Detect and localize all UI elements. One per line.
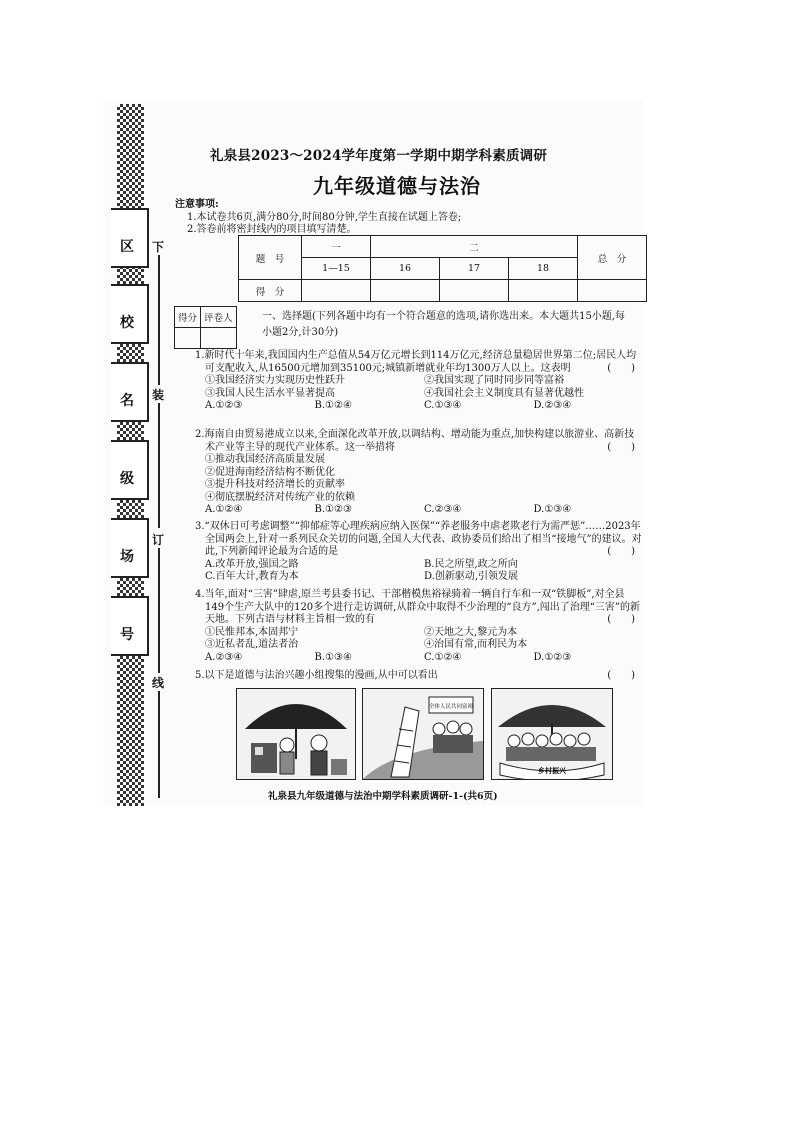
answer-paren[interactable]: ( ) <box>607 670 635 681</box>
cartoon-common-prosperity <box>362 688 484 780</box>
page-footer: 礼泉县九年级道德与法治中期学科素质调研-1-(共6页) <box>268 791 498 802</box>
exam-subject: 九年级道德与法治 <box>313 174 481 198</box>
section-grader-label: 评卷人 <box>201 307 237 328</box>
choice: D.①②③ <box>533 651 572 663</box>
statement: ④治国有常,而利民为本 <box>424 639 528 650</box>
choice: D.①③④ <box>533 504 572 515</box>
question-2 <box>195 429 643 517</box>
question-stem: 5.以下是道德与法治兴趣小组搜集的漫画,从中可以看出 <box>195 670 438 681</box>
score-table-col: 18 <box>509 258 578 280</box>
section-score-label: 得分 <box>175 307 201 328</box>
question-stem: 4.当年,面对“三害”肆虐,原兰考县委书记、干部楷模焦裕禄骑着一辆自行车和一双“铁脚板”,对全县149个生产大队中的120多个进行走访调研,从群众中取得不少治理的“良方”,闯出了治理“三害”的新天地。下列古语与材料主旨相一致的有 <box>195 589 640 625</box>
statement: ②我国实现了同时同步同等富裕 <box>424 375 564 386</box>
field-label-class: 级 <box>120 471 134 487</box>
choice: C.①③④ <box>424 400 462 411</box>
section-heading: 一、选择题(下列各题中均有一个符合题意的选项,请你选出来。本大题共15小题,每小题2分,计30分) <box>262 311 625 338</box>
question-3 <box>195 521 643 584</box>
choice: A.②③④ <box>205 651 243 663</box>
seal-word-xia: 下 <box>152 240 165 254</box>
choice: A.①②④ <box>205 504 243 515</box>
statement: ④我国社会主义制度具有显著优越性 <box>424 387 584 399</box>
statement: ③提升科技对经济增长的贡献率 <box>205 479 345 490</box>
choice: D.②③④ <box>533 400 572 411</box>
seal-word-xian: 线 <box>152 676 165 690</box>
score-table-score-label: 得 分 <box>239 280 302 302</box>
answer-paren[interactable]: ( ) <box>607 441 635 453</box>
section-grader-cell[interactable] <box>201 328 237 349</box>
field-label-name: 名 <box>120 393 134 409</box>
field-label-district: 区 <box>120 239 134 255</box>
question-stem: 1.新时代十年来,我国国内生产总值从54万亿元增长到114万亿元,经济总量稳居世界第二位;居民人均可支配收入,从16500元增加到35100元;城镇新增就业年均1300万人以上。这表明 <box>195 350 637 374</box>
seal-word-zhuang: 装 <box>152 388 165 402</box>
cartoon-common-prosperity-drawing <box>363 689 483 779</box>
choice: C.①②④ <box>424 651 462 663</box>
answer-paren[interactable]: ( ) <box>607 546 635 557</box>
score-table-col: 16 <box>371 258 440 280</box>
question-stem: 2.海南自由贸易港成立以来,全面深化改革开放,以调结构、增动能为重点,加快构建以旅游业、高新技术产业等主导的现代产业体系。这一举措将 <box>195 429 635 453</box>
question-4 <box>195 589 643 664</box>
field-label-room: 场 <box>120 549 134 565</box>
score-cell[interactable] <box>371 280 440 302</box>
score-table-group-2: 二 <box>371 236 578 258</box>
seal-word-ding: 订 <box>152 533 165 547</box>
statement: ①推动我国经济高质量发展 <box>205 454 325 465</box>
statement: ③我国人民生活水平显著提高 <box>205 387 335 399</box>
statement: ①我国经济实力实现历史性跃升 <box>205 375 345 386</box>
answer-paren[interactable]: ( ) <box>607 614 635 625</box>
answer-paren[interactable]: ( ) <box>607 362 635 374</box>
seal-line-segment <box>158 400 160 528</box>
cartoon-banner-text: 乡村振兴 <box>538 767 566 775</box>
notes-heading: 注意事项: <box>175 199 219 210</box>
statement: ③近私者乱,道法者治 <box>205 639 299 650</box>
choice: A.①②③ <box>205 400 243 411</box>
question-5 <box>195 670 643 683</box>
score-table <box>238 235 647 302</box>
choice: B.民之所望,政之所向 <box>424 558 518 570</box>
score-cell[interactable] <box>302 280 371 302</box>
field-label-school: 校 <box>120 315 134 331</box>
score-table-question-label: 题 号 <box>239 236 302 280</box>
score-table-col: 17 <box>440 258 509 280</box>
section-score-cell[interactable] <box>175 328 201 349</box>
choice: A.改革开放,强国之路 <box>205 558 299 570</box>
cartoon-rural-revitalization <box>491 688 613 780</box>
notes-item: 2.答卷前将密封线内的项目填写清楚。 <box>187 224 357 235</box>
seal-line-segment <box>158 688 160 798</box>
choice: B.①③④ <box>314 651 352 663</box>
statement: ①民惟邦本,本固邦宁 <box>205 626 299 638</box>
score-cell[interactable] <box>440 280 509 302</box>
choice: C.百年大计,教育为本 <box>205 571 299 582</box>
score-cell[interactable] <box>578 280 647 302</box>
statement: ②天地之大,黎元为本 <box>424 626 518 638</box>
statement: ②促进海南经济结构不断优化 <box>205 466 335 478</box>
score-table-total-label: 总 分 <box>578 236 647 280</box>
choice: C.②③④ <box>424 504 462 515</box>
choice: B.①②③ <box>314 504 352 515</box>
section-score-box <box>174 306 237 349</box>
score-cell[interactable] <box>509 280 578 302</box>
cartoon-sign-text: 全体人民共同富裕 <box>428 704 474 710</box>
exam-title: 礼泉县2023～2024学年度第一学期中期学科素质调研 <box>210 148 548 164</box>
cartoon-rural-revitalization-drawing <box>492 689 612 779</box>
notes-item: 1.本试卷共6页,满分80分,时间80分钟,学生直接在试题上答卷; <box>187 211 462 223</box>
choice: D.创新驱动,引领发展 <box>424 571 519 582</box>
seal-line-segment <box>158 250 160 385</box>
question-stem: 3.“双休日可考虑调整”“抑郁症等心理疾病应纳入医保”“养老服务中虐老欺老行为需严惩”……2023年全国两会上,针对一系列民众关切的问题,全国人大代表、政协委员们给出了相当“接地气”的建议。对此,下列新闻评论最为合适的是 <box>195 521 642 557</box>
cartoon-umbrella <box>236 688 356 780</box>
choice: B.①②④ <box>314 400 352 411</box>
seal-line-segment <box>158 545 160 673</box>
field-label-number: 号 <box>120 627 134 643</box>
statement: ④彻底摆脱经济对传统产业的依赖 <box>205 491 355 503</box>
score-table-group-1: 一 <box>302 236 371 258</box>
question-1 <box>195 350 643 413</box>
cartoon-umbrella-drawing <box>237 689 355 779</box>
score-table-col: 1—15 <box>302 258 371 280</box>
notes-block <box>175 199 461 237</box>
